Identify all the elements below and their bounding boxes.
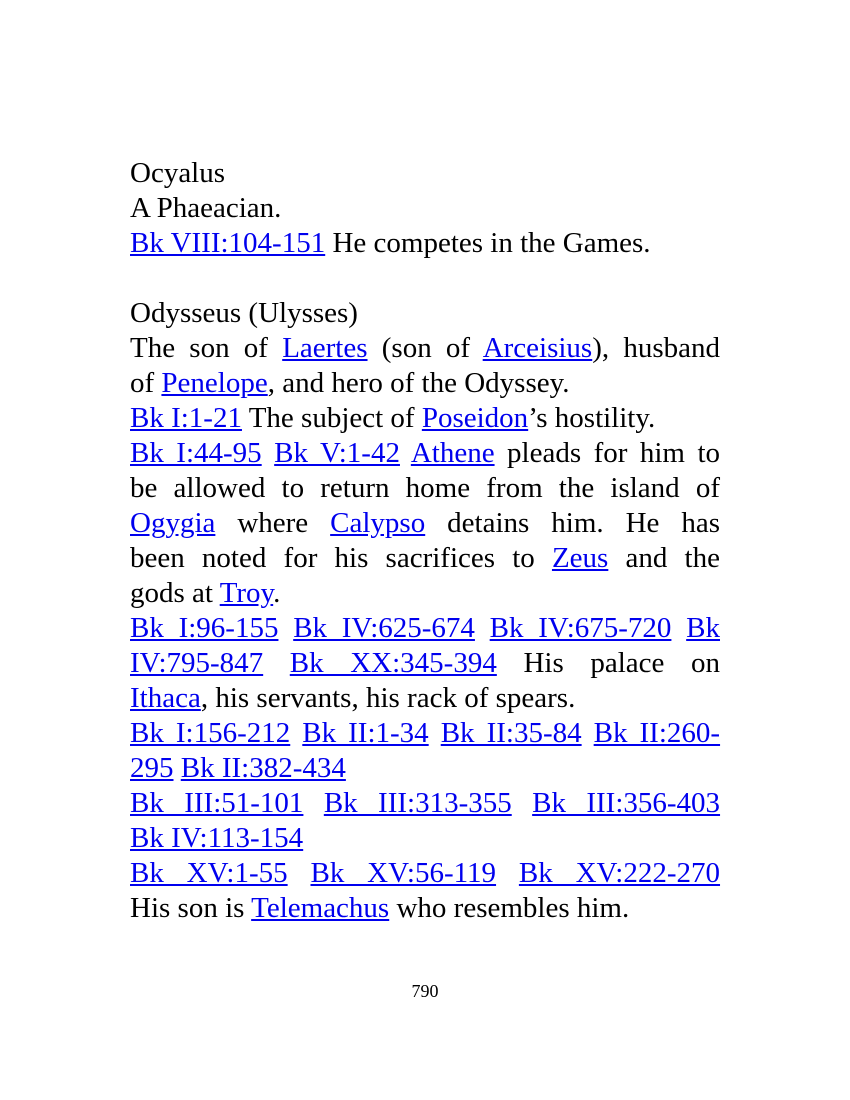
text: who resembles him. bbox=[389, 892, 630, 924]
entry-text-line bbox=[130, 891, 720, 926]
text: His palace on bbox=[496, 647, 720, 679]
book-link[interactable]: Bk bbox=[686, 612, 720, 644]
entry-text-line bbox=[130, 331, 720, 366]
book-link[interactable]: Bk XV:56-119 bbox=[310, 857, 497, 889]
book-link[interactable]: Bk I:156-212 bbox=[130, 717, 291, 749]
text: be allowed to return home from the island of bbox=[130, 472, 720, 504]
book-link[interactable]: Bk IV:113-154 bbox=[130, 822, 304, 854]
entry-reference-line bbox=[130, 716, 720, 751]
text: ), husband bbox=[592, 332, 720, 364]
entry-text-line bbox=[130, 471, 720, 506]
text: detains him. He has bbox=[425, 507, 721, 539]
book-link[interactable]: Bk II:1-34 bbox=[302, 717, 429, 749]
entry-text-line bbox=[130, 541, 720, 576]
entry-text-line bbox=[130, 436, 720, 471]
book-link[interactable]: IV:795-847 bbox=[130, 647, 264, 679]
entry-text-line bbox=[130, 681, 720, 716]
book-link[interactable]: Bk III:313-355 bbox=[323, 787, 512, 819]
link-ithaca[interactable]: Ithaca bbox=[130, 682, 201, 714]
book-link[interactable]: Bk III:356-403 bbox=[532, 787, 721, 819]
link-telemachus[interactable]: Telemachus bbox=[251, 892, 390, 924]
book-link[interactable]: Bk I:1-21 bbox=[130, 402, 242, 434]
text: where bbox=[215, 507, 331, 539]
book-link[interactable]: Bk IV:675-720 bbox=[489, 612, 672, 644]
text: and the bbox=[608, 542, 720, 574]
entry-reference-line bbox=[130, 856, 720, 891]
book-link[interactable]: Bk I:96-155 bbox=[130, 612, 279, 644]
book-link[interactable]: Bk XV:222-270 bbox=[518, 857, 721, 889]
entry-heading-ocyalus: Ocyalus bbox=[130, 157, 226, 189]
entry-reference-line bbox=[130, 611, 720, 646]
book-link[interactable]: 295 bbox=[130, 752, 174, 784]
page-number: 790 bbox=[411, 981, 439, 1001]
book-link[interactable]: Bk V:1-42 bbox=[274, 437, 400, 469]
text: The son of bbox=[130, 332, 283, 364]
index-content bbox=[130, 156, 720, 926]
book-link[interactable]: Bk II:260- bbox=[593, 717, 721, 749]
link-calypso[interactable]: Calypso bbox=[330, 507, 426, 539]
entry-reference-line bbox=[130, 226, 720, 261]
link-laertes[interactable]: Laertes bbox=[282, 332, 368, 364]
entry-text-line bbox=[130, 576, 720, 611]
text: , and hero of the Odyssey. bbox=[267, 367, 570, 399]
book-link[interactable]: Bk XX:345-394 bbox=[289, 647, 497, 679]
entry-reference-line bbox=[130, 821, 720, 856]
book-link[interactable]: Bk I:44-95 bbox=[130, 437, 262, 469]
book-link[interactable]: Bk II:35-84 bbox=[440, 717, 582, 749]
book-link[interactable]: Bk VIII:104-151 bbox=[130, 227, 326, 259]
link-athene[interactable]: Athene bbox=[410, 437, 495, 469]
text: ’s hostility. bbox=[528, 402, 656, 434]
text: , his servants, his rack of spears. bbox=[200, 682, 576, 714]
entry-text-line bbox=[130, 366, 720, 401]
link-arceisius[interactable]: Arceisius bbox=[482, 332, 593, 364]
text: (son of bbox=[367, 332, 483, 364]
book-link[interactable]: Bk III:51-101 bbox=[130, 787, 304, 819]
text: pleads for him to bbox=[494, 437, 721, 469]
text: gods at bbox=[130, 577, 220, 609]
entry-text-line bbox=[130, 506, 720, 541]
entry-description: A Phaeacian. bbox=[130, 192, 282, 224]
link-troy[interactable]: Troy bbox=[219, 577, 274, 609]
entry-text-line bbox=[130, 401, 720, 436]
book-link[interactable]: Bk XV:1-55 bbox=[130, 857, 288, 889]
link-zeus[interactable]: Zeus bbox=[551, 542, 609, 574]
entry-heading-odysseus: Odysseus (Ulysses) bbox=[130, 297, 358, 329]
entry-reference-line bbox=[130, 646, 720, 681]
book-link[interactable]: Bk IV:625-674 bbox=[293, 612, 475, 644]
text: The subject of bbox=[241, 402, 422, 434]
entry-reference-line bbox=[130, 786, 720, 821]
text: His son is bbox=[130, 892, 252, 924]
link-poseidon[interactable]: Poseidon bbox=[421, 402, 529, 434]
blank-line bbox=[130, 261, 720, 296]
link-penelope[interactable]: Penelope bbox=[161, 367, 268, 399]
text: . bbox=[273, 577, 281, 609]
reference-text: He competes in the Games. bbox=[325, 227, 651, 259]
book-link[interactable]: Bk II:382-434 bbox=[180, 752, 346, 784]
entry-reference-line bbox=[130, 751, 720, 786]
text: of bbox=[130, 367, 162, 399]
text: been noted for his sacrifices to bbox=[130, 542, 552, 574]
link-ogygia[interactable]: Ogygia bbox=[130, 507, 216, 539]
